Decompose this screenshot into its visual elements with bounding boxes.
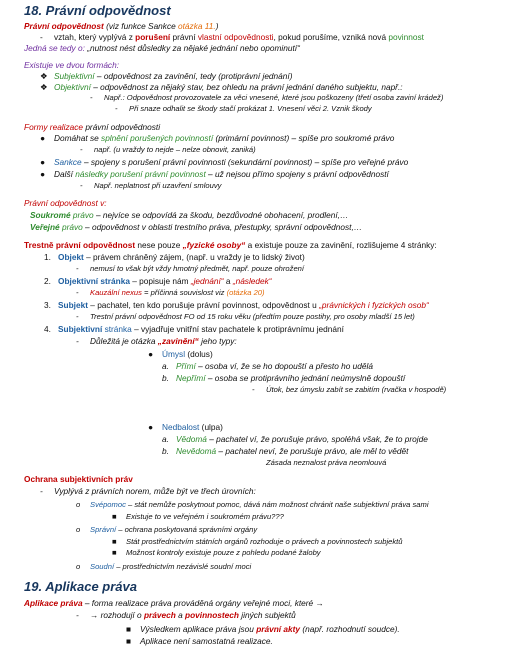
realization-item-1: ● Domáhat se splnění porušených povinností (primární povinnost) – spíše pro soukromé právo: [40, 133, 395, 143]
realization-item-1-note: - např. (u vraždy to nejde – nelze obnovit, zaniká): [80, 145, 256, 154]
dot-bullet-icon: ●: [148, 422, 154, 432]
self-help-note: ■ Existuje to ve veřejném i soukromém právu???: [112, 512, 284, 521]
square-bullet-icon: ■: [112, 512, 117, 521]
realization-item-3: ● Další následky porušení právní povinnost – už nejsou přímo spojeny s právní odpovědností: [40, 169, 389, 179]
square-bullet-icon: ■: [112, 537, 117, 546]
protection-administrative: o Správní – ochrana poskytovaná správními orgány: [76, 525, 258, 534]
section-18-title: 18. Právní odpovědnost: [24, 3, 171, 18]
application-definition: Aplikace práva – forma realizace práva prováděná orgány veřejné moci, které →: [24, 598, 324, 608]
dot-bullet-icon: ●: [40, 133, 46, 143]
negligence-unconscious: b. Nevědomá – pachatel neví, že porušuje právo, ale měl to vědět: [162, 446, 409, 456]
definition-detail: - vztah, který vyplývá z porušení právní vlastní odpovědnosti, pokud porušíme, vzniká nová povinnost: [40, 32, 424, 42]
criminal-aspect-2-note: - Kauzální nexus = příčinná souvislost viz (otázka 20): [76, 288, 265, 297]
diamond-bullet-icon: ❖: [40, 82, 48, 92]
criminal-aspect-1-note: - nemusí to však být vždy hmotný předmět, např. pouze ohrožení: [76, 264, 305, 273]
protection-self-help: o Svépomoc – stát nemůže poskytnout pomoc, dává nám možnost chránit naše subjektivní práva sami: [76, 500, 429, 509]
objective-example-2: - Při snaze odhalit se škody stačí prokázat 1. Vnesení věci 2. Vznik škody: [115, 104, 372, 113]
square-bullet-icon: ■: [112, 548, 117, 557]
square-bullet-icon: ■: [126, 636, 132, 646]
meaning-line: Jedná se tedy o: „nutnost nést důsledky za nějaké jednání nebo opominutí“: [24, 43, 300, 53]
application-line-3: ■ Aplikace není samostatná realizace.: [126, 636, 273, 646]
criminal-aspect-2: 2. Objektivní stránka – popisuje nám „jednání“ a „následek“: [44, 276, 272, 286]
diamond-bullet-icon: ❖: [40, 71, 48, 81]
application-line-2: ■ Výsledkem aplikace práva jsou právní akty (např. rozhodnutí soudce).: [126, 624, 400, 634]
criminal-liability-line: Trestně právní odpovědnost nese pouze „fyzické osoby“ a existuje pouze za zavinění, rozlišujeme 4 stránky:: [24, 240, 437, 250]
circle-bullet-icon: o: [76, 500, 81, 509]
protection-heading: Ochrana subjektivních práv: [24, 474, 133, 484]
dot-bullet-icon: ●: [148, 349, 154, 359]
circle-bullet-icon: o: [76, 562, 81, 571]
protection-judicial: o Soudní – prostřednictvím nezávislé soudní moci: [76, 562, 252, 571]
application-line-1: - → rozhodují o právech a povinnostech jiných subjektů: [76, 610, 296, 620]
intent-indirect: b. Nepřímí – osoba se protiprávního jednání neúmyslně dopouští: [162, 373, 406, 383]
guilt-question: - Důležitá je otázka „zavinění“ jeho typy:: [76, 336, 237, 346]
definition-line: Právní odpovědnost (viz funkce Sankce otázka 11.): [24, 21, 219, 31]
criminal-aspect-3-note: - Trestní právní odpovědnost FO od 15 roku věku (předtím pouze postihy, pro osoby mladší 15 let): [76, 312, 415, 321]
administrative-note-2: ■ Možnost kontroly existuje pouze z pohledu podané žaloby: [112, 548, 321, 557]
public-law-line: Veřejné právo – odpovědnost v oblasti trestního práva, přestupky, správní odpovědnost,…: [30, 222, 363, 232]
private-law-line: Soukromé právo – nejvíce se odpovídá za škodu, bezdůvodné obohacení, prodlení,…: [30, 210, 349, 220]
negligence-conscious: a. Vědomá – pachatel ví, že porušuje právo, spoléhá však, že to projde: [162, 434, 428, 444]
dot-bullet-icon: ●: [40, 169, 46, 179]
realization-item-3-note: - Např. neplatnost při uzavření smlouvy: [80, 181, 222, 190]
protection-line: - Vyplývá z právních norem, může být ve třech úrovních:: [40, 486, 256, 496]
objective-example-1: - Např.: Odpovědnost provozovatele za věci vnesené, které jsou poškozeny (třetí osoba zaviní krádež): [90, 93, 444, 102]
administrative-note-1: ■ Stát prostřednictvím státních orgánů rozhoduje o právech a povinnostech subjektů: [112, 537, 403, 546]
intent-direct: a. Přímí – osoba ví, že se ho dopouští a přesto ho udělá: [162, 361, 373, 371]
intent-indirect-note: - Útok, bez úmyslu zabít se zabitím (rvačka v hospodě): [252, 385, 447, 394]
intent-heading: ● Úmysl (dolus): [148, 349, 213, 359]
liability-in-heading: Právní odpovědnost v:: [24, 198, 107, 208]
section-19-title: 19. Aplikace práva: [24, 579, 137, 594]
dot-bullet-icon: ●: [40, 157, 46, 167]
realization-item-2: ● Sankce – spojeny s porušení právní povinnosti (sekundární povinnost) – spíše pro veřejné právo: [40, 157, 409, 167]
forms-heading: Existuje ve dvou formách:: [24, 60, 119, 70]
criminal-aspect-3: 3. Subjekt – pachatel, ten kdo porušuje právní povinnost, odpovědnost u „právnických i fyzických osob“: [44, 300, 429, 310]
criminal-aspect-4: 4. Subjektivní stránka – vyjadřuje vnitřní stav pachatele k protiprávnímu jednání: [44, 324, 344, 334]
square-bullet-icon: ■: [126, 624, 132, 634]
realization-heading: Formy realizace právní odpovědnosti: [24, 122, 161, 132]
circle-bullet-icon: o: [76, 525, 81, 534]
form-objective: ❖ Objektivní – odpovědnost za nějaký stav, bez ohledu na právní jednání daného subjektu, např.:: [40, 82, 403, 92]
negligence-heading: ● Nedbalost (ulpa): [148, 422, 223, 432]
form-subjective: ❖ Subjektivní – odpovědnost za zavinění, tedy (protiprávní jednání): [40, 71, 293, 81]
negligence-note: Zásada neznalost práva neomlouvá: [266, 458, 387, 467]
criminal-aspect-1: 1. Objekt – právem chráněný zájem, (např. u vraždy je to lidský život): [44, 252, 305, 262]
